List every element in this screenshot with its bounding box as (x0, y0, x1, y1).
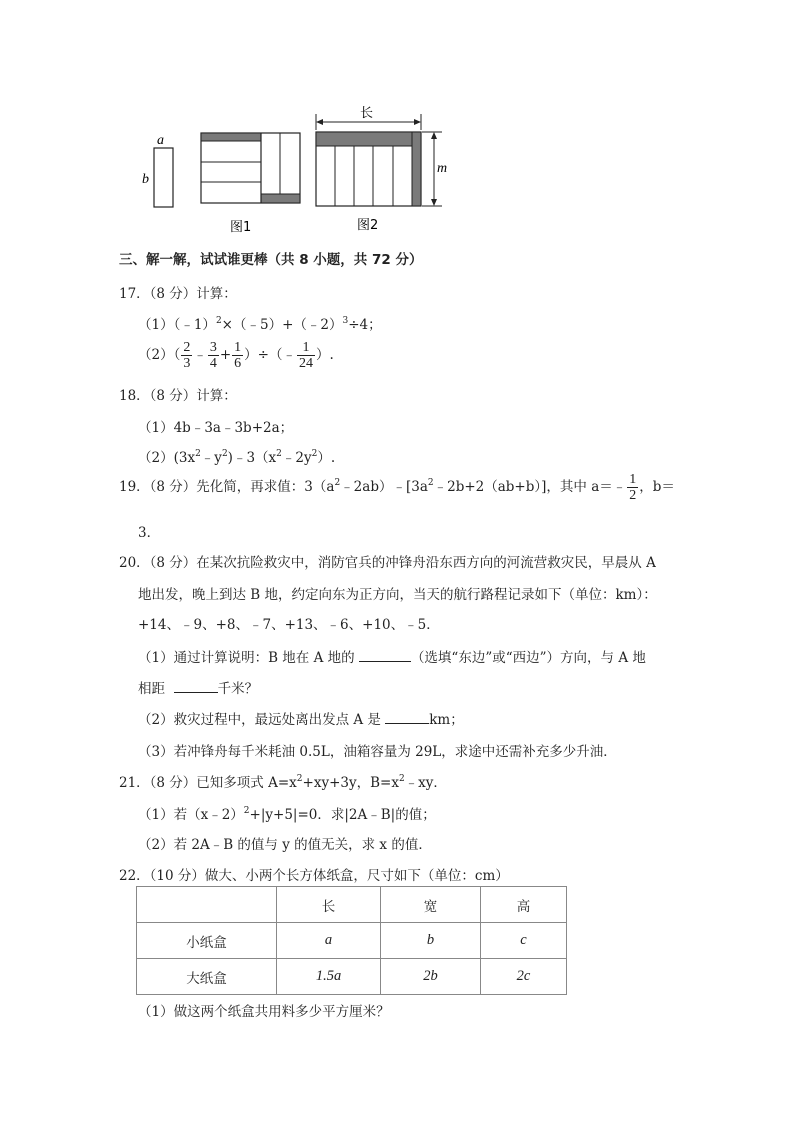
label-a: a (157, 133, 164, 148)
q21-part1: （1）若（x﹣2）$^2$+|y+5|=0．求|2A﹣B|的值； (138, 806, 436, 823)
figure-2 (316, 114, 442, 206)
table-header-cell (137, 887, 277, 923)
q20-line1: 20．（8 分）在某次抗险救灾中，消防官兵的冲锋舟沿东西方向的河流营救灾民，早晨从 A (119, 555, 656, 571)
q22-stem: 22．（10 分）做大、小两个长方体纸盒，尺寸如下（单位：cm） (119, 868, 509, 884)
box-dimension-table (136, 886, 567, 995)
table-row (137, 923, 567, 959)
label-b: b (142, 172, 149, 187)
q20-part2: （2）救灾过程中，最远处离出发点 A 是 km； (138, 712, 464, 728)
table-cell: b (381, 923, 481, 959)
table-cell: 1.5a (277, 959, 381, 995)
q17-part1: （1）（﹣1）$^2$×（﹣5）+（﹣2）$^3$÷4； (138, 316, 382, 333)
fraction-3-4: $\frac{3}{4}$ (209, 340, 217, 371)
small-rectangle (154, 148, 173, 207)
table-header-cell: 长 (277, 887, 381, 923)
q18-part1: （1）4b﹣3a﹣3b+2a； (138, 420, 294, 436)
q20-part3: （3）若冲锋舟每千米耗油 0.5L，油箱容量为 29L，求途中还需补充多少升油． (138, 744, 617, 760)
fig2-caption: 图2 (357, 218, 379, 233)
label-m: m (437, 161, 448, 176)
q21-part2: （2）若 2A﹣B 的值与 y 的值无关，求 x 的值． (138, 837, 432, 853)
answer-blank[interactable] (385, 711, 429, 724)
figure-diagrams (0, 0, 794, 240)
q22-part1: （1）做这两个纸盒共用料多少平方厘米？ (138, 1004, 390, 1020)
fraction-2-3: $\frac{2}{3}$ (183, 340, 191, 371)
q21-stem: 21．（8 分）已知多项式 $A=x^2+xy+3y$，$B=x^2﹣xy$． (119, 774, 447, 791)
q17-stem: 17．（8 分）计算： (119, 286, 237, 302)
label-length: 长 (360, 106, 374, 121)
table-cell: 2b (381, 959, 481, 995)
section-heading: 三、解一解，试试谁更棒（共 8 小题，共 72 分） (119, 252, 423, 268)
table-cell: c (481, 923, 567, 959)
fraction-1-6: $\frac{1}{6}$ (234, 340, 242, 371)
q19-line2: 3． (138, 525, 161, 541)
answer-blank[interactable] (174, 680, 218, 693)
q20-part1-cont: 相距 千米？ (138, 681, 259, 697)
q20-line2: 地出发，晚上到达 B 地，约定向东为正方向，当天的航行路程记录如下（单位：km）： (138, 587, 657, 603)
fraction-1-24: $\frac{1}{24}$ (298, 340, 313, 371)
table-cell: a (277, 923, 381, 959)
table-row (137, 959, 567, 995)
fraction-1-2: $\frac{1}{2}$ (629, 472, 637, 503)
table-cell: 大纸盒 (137, 959, 277, 995)
q18-stem: 18．（8 分）计算： (119, 388, 237, 404)
q17-part2: （2）（ $\frac{2}{3}$ ﹣ $\frac{3}{4}$ + $\frac{1}{6}$ ）÷（﹣ $\frac{1}{24}$ ）. (138, 340, 334, 371)
table-header-cell: 宽 (381, 887, 481, 923)
figure-1 (201, 133, 300, 203)
table-cell: 小纸盒 (137, 923, 277, 959)
fig1-caption: 图1 (230, 220, 252, 235)
q20-line3: +14、﹣9、+8、﹣7、+13、﹣6、+10、﹣5． (138, 617, 440, 633)
q19-line1: 19．（8 分）先化简，再求值：$3(a^2﹣2ab)﹣[3a^2﹣2b+2(ab+b)]$，其中 a＝﹣ $\frac{1}{2}$ ，b＝ (119, 472, 675, 503)
q18-part2: $(2)(3x^2﹣y^2)﹣3(x^2﹣2y^2)$. (138, 449, 336, 466)
table-header-row (137, 887, 567, 923)
table-cell: 2c (481, 959, 567, 995)
table-header-cell: 高 (481, 887, 567, 923)
answer-blank[interactable] (359, 649, 411, 662)
q20-part1: （1）通过计算说明：B 地在 A 地的 （选填“东边”或“西边”）方向，与 A 地 (138, 650, 646, 666)
